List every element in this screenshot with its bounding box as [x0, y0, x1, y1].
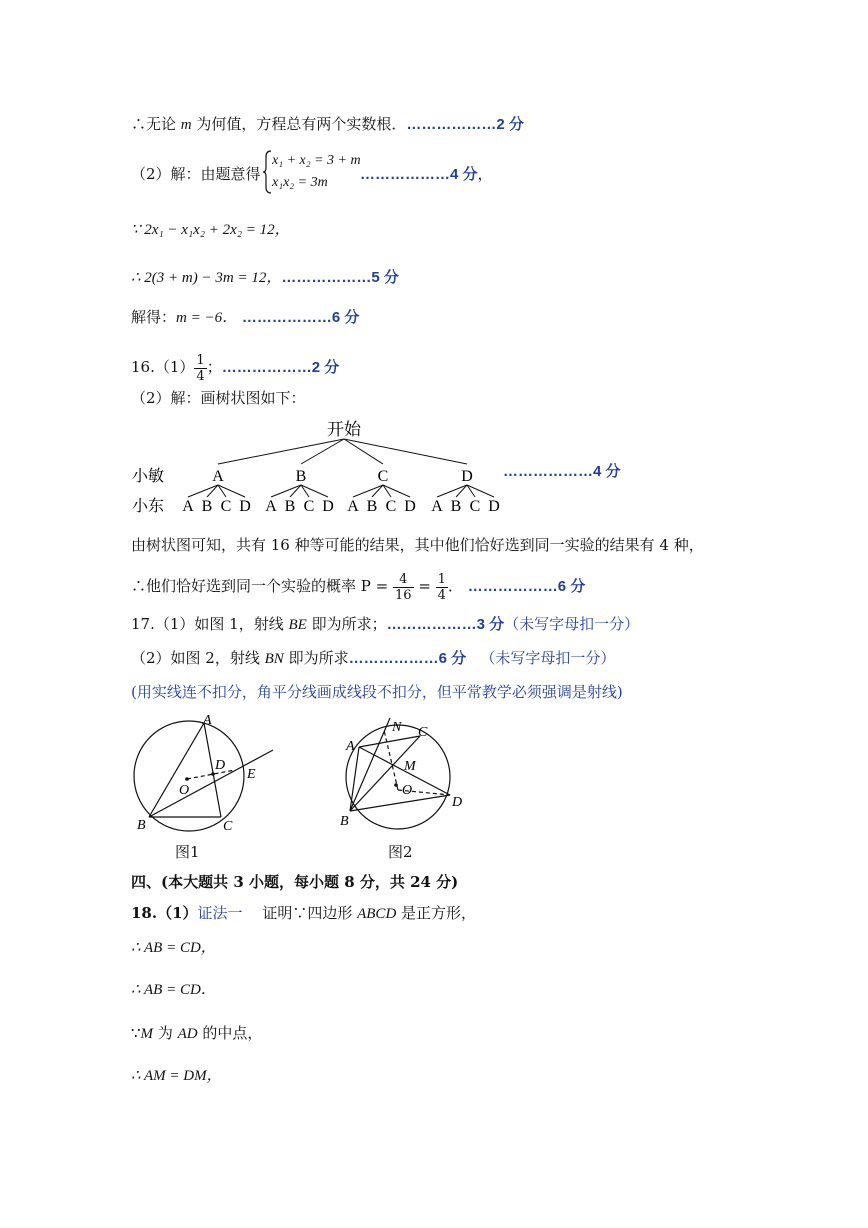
fraction [436, 572, 448, 603]
tree-node-level2: A [265, 498, 277, 515]
score-mark: ………………2 分 [406, 116, 524, 133]
tree-node-level1: B [295, 468, 307, 485]
text: ∴他们恰好选到同一个实验的概率 P = [131, 577, 389, 595]
text: 证明∵四边形 [242, 904, 358, 922]
figure-1-caption [175, 842, 200, 862]
tree-branch [353, 485, 383, 497]
text: 即为所求； [306, 615, 387, 633]
label-c: C [223, 819, 233, 834]
tree-node-level1: C [377, 468, 389, 485]
label-b: B [137, 818, 146, 833]
line-q16-part1 [131, 350, 339, 384]
text: ； [206, 358, 222, 376]
equation-product: x₁x₂ = 3m [272, 175, 328, 190]
line-ab-eq-cd-1 [131, 938, 216, 958]
line-q18-proof-start [131, 903, 476, 924]
equation-sum: x₁ + x₂ = 3 + m [272, 153, 361, 168]
var: AD [177, 1026, 198, 1042]
text: ． [447, 577, 463, 595]
row-label-xiaomin: 小敏 [132, 468, 165, 485]
line-ab-eq-cd-2 [131, 980, 216, 1000]
var: BE [288, 617, 307, 633]
note: (用实线连不扣分，角平分线画成线段不扣分，但平常教学必须强调是射线) [131, 683, 623, 701]
text: 为何值，方程总有两个实数根． [191, 115, 407, 133]
text: 由树状图可知，共有 16 种等可能的结果，其中他们恰好选到同一实验的结果有 4 种， [131, 536, 704, 554]
tree-branch [271, 485, 301, 497]
fraction [393, 572, 414, 603]
section-heading [131, 872, 458, 892]
method-label: 证法一 [197, 904, 243, 922]
tree-root: 开始 [327, 420, 361, 439]
caption: 图1 [175, 843, 200, 861]
tree-node-level2: D [239, 498, 251, 515]
var: ABCD [357, 906, 397, 922]
tree-branch [437, 485, 467, 497]
tree-score [503, 461, 621, 482]
question-number: 16.（1） [131, 358, 195, 376]
note: （未写字母扣一分） [480, 649, 616, 667]
score-mark: ………………6 分 [241, 309, 360, 326]
tree-node-level2: C [385, 498, 397, 515]
equation: ∴ 2(3 + m) − 3m = 12， [131, 270, 282, 286]
score-mark: ………………5 分 [281, 269, 399, 286]
equation: ∴ AB = CD， [131, 940, 216, 956]
line-conclusion-roots [131, 114, 524, 135]
label-o: O [179, 783, 190, 798]
line-part2-score [360, 164, 493, 185]
line-part2-setup [131, 164, 261, 184]
denominator: 4 [437, 587, 446, 603]
line-grading-note [131, 682, 623, 702]
question-number: 18.（1） [131, 904, 198, 922]
line-midpoint [131, 1023, 262, 1044]
line-am-eq-dm [131, 1066, 222, 1086]
score-mark: ………………6 分 [467, 578, 586, 595]
note: （未写字母扣一分） [504, 615, 640, 633]
center-point [394, 783, 398, 787]
figure-1 [125, 712, 285, 867]
numerator: 1 [437, 571, 446, 587]
label-c: C [418, 725, 428, 740]
tree-node-level2: C [303, 498, 315, 515]
denominator: 4 [196, 368, 205, 384]
line-q16-part2 [131, 388, 306, 408]
line-q17-part2 [131, 648, 615, 669]
equation: ∴ AB = CD． [131, 982, 216, 998]
segment-ab [149, 723, 204, 817]
text: = [418, 577, 431, 595]
tree-node-level1: A [212, 468, 224, 485]
tree-node-level1: D [461, 468, 473, 485]
tree-node-level2: A [431, 498, 443, 515]
score-mark: ………………4 分 [360, 166, 478, 183]
tree-node-level2: B [284, 498, 296, 515]
center-point [185, 777, 189, 781]
label-a: A [203, 713, 212, 728]
label-b: B [340, 814, 349, 829]
row-label-xiaodong: 小东 [132, 498, 165, 515]
score-mark: ………………4 分 [503, 463, 621, 480]
text: 为 [153, 1024, 178, 1042]
tree-node-level2: A [347, 498, 359, 515]
caption: 图2 [388, 843, 413, 861]
equation: ∵ 2x₁ − x₁x₂ + 2x₂ = 12， [131, 222, 290, 238]
text: 的中点， [197, 1024, 263, 1042]
label-n: N [392, 720, 402, 735]
text: ∵ [131, 1024, 141, 1042]
label-d: D [215, 758, 226, 773]
label-a: A [346, 739, 355, 754]
text: 是正方形， [396, 904, 477, 922]
text: 17.（1）如图 1，射线 [131, 615, 289, 633]
line-solution [131, 307, 359, 328]
label-o: O [402, 783, 413, 798]
line-substitution [131, 267, 399, 288]
tree-node-level2: B [201, 498, 213, 515]
tree-node-level2: D [322, 498, 334, 515]
tree-node-level2: B [450, 498, 462, 515]
figure-2 [338, 712, 478, 842]
var: M [140, 1026, 154, 1042]
tree-node-level2: C [220, 498, 232, 515]
equation: m = −6． [176, 310, 238, 326]
var: BN [264, 651, 284, 667]
heading: 四、(本大题共 3 小题，每小题 8 分，共 24 分) [131, 873, 459, 891]
tree-node-level2: D [404, 498, 416, 515]
equation: ∴ AM = DM， [131, 1068, 222, 1084]
score-mark: ………………6 分 [348, 650, 467, 667]
var-m: m [180, 117, 192, 133]
score-mark: ………………3 分 [386, 616, 505, 633]
fraction [194, 353, 206, 384]
brace-icon [262, 150, 272, 194]
circle [346, 725, 450, 829]
text: ， [477, 165, 493, 183]
numerator: 1 [196, 352, 205, 368]
line-tree-result [131, 535, 704, 555]
line-given-equation [131, 220, 290, 240]
line-q17-part1 [131, 614, 639, 635]
tree-branch [188, 485, 218, 497]
tree-node-level2: D [488, 498, 500, 515]
label-d: D [452, 795, 463, 810]
tree-branches-level1 [218, 439, 467, 464]
tree-node-level2: A [182, 498, 194, 515]
score-mark: ………………2 分 [221, 359, 340, 376]
tree-node-level2: C [469, 498, 481, 515]
figure-2-caption [388, 842, 413, 862]
numerator: 4 [393, 572, 414, 588]
line-probability [131, 566, 585, 606]
text: （2）解：由题意得 [131, 165, 261, 183]
text: ∴无论 [131, 115, 181, 133]
text: （2）如图 2，射线 [131, 649, 265, 667]
equation-system [272, 150, 361, 194]
segment-bd [350, 795, 450, 811]
text: 解得： [131, 308, 177, 326]
text: 即为所求 [283, 649, 349, 667]
text: （2）解：画树状图如下： [131, 389, 306, 407]
label-m: M [404, 759, 416, 774]
tree-node-level2: B [366, 498, 378, 515]
label-e: E [247, 767, 256, 782]
denominator: 16 [394, 587, 412, 603]
dashed-on [384, 730, 398, 790]
